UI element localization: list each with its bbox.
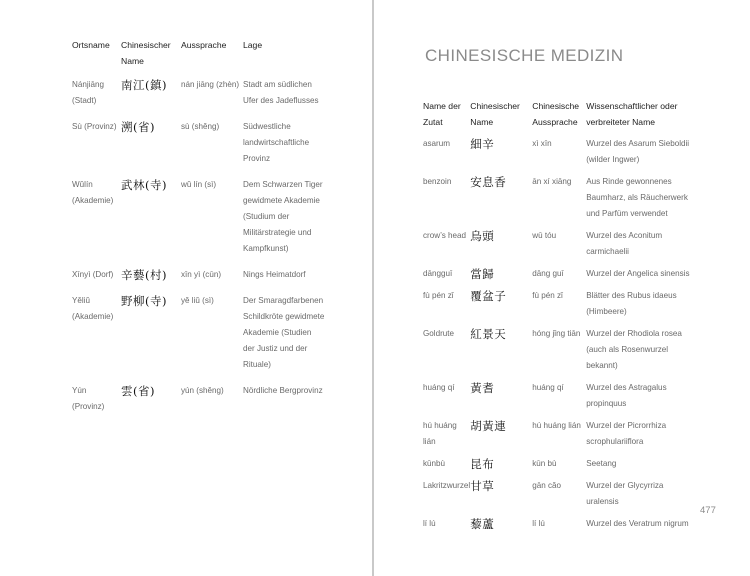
medicine-table (423, 98, 696, 538)
ingredient-name: lí lú (423, 519, 436, 528)
header-name-der-zutat: Name der Zutat (423, 101, 461, 127)
chinese-name: 當歸 (470, 267, 495, 281)
chinese-name: 辛藝(村) (121, 268, 167, 282)
header-lage: Lage (243, 40, 263, 50)
table-row (423, 516, 696, 538)
table-header-row (423, 98, 696, 136)
scientific-name: Seetang (586, 459, 617, 468)
header-aussprache: Aussprache (181, 40, 227, 50)
pronunciation: hóng jǐng tiān (532, 329, 581, 338)
section-title: CHINESISCHE MEDIZIN (425, 46, 624, 65)
location: Südwestliche landwirtschaftliche Provinz (243, 122, 310, 163)
ingredient-name: huáng qí (423, 383, 455, 392)
table-row (423, 456, 696, 478)
table-row (423, 418, 696, 456)
chinese-name: 武林(寺) (121, 178, 167, 192)
table-row (72, 177, 325, 267)
table-row (72, 267, 325, 293)
place-name: Sù (Provinz) (72, 122, 117, 131)
scientific-name: Wurzel der Rhodiola rosea (auch als Rosenwurzel bekannt) (586, 329, 682, 370)
ingredient-name: dāngguī (423, 269, 453, 278)
header-chinesischer-name: Chinesischer Name (470, 101, 520, 127)
chinese-name: 覆盆子 (470, 289, 507, 303)
scientific-name: Wurzel der Angelica sinensis (586, 269, 690, 278)
scientific-name: Wurzel des Veratrum nigrum (586, 519, 689, 528)
ingredient-name: asarum (423, 139, 450, 148)
scientific-name: Aus Rinde gewonnenes Baumharz, als Räucherwerk und Parfüm verwendet (586, 177, 688, 218)
table-row (423, 288, 696, 326)
chinese-name: 胡黃連 (470, 419, 507, 433)
scientific-name: Wurzel der Glycyrriza uralensis (586, 481, 664, 506)
pronunciation: fù pén zǐ (532, 291, 563, 300)
scientific-name: Blätter des Rubus idaeus (Himbeere) (586, 291, 677, 316)
chinese-name: 安息香 (470, 175, 507, 189)
pronunciation: gān cǎo (532, 481, 562, 490)
right-page (374, 0, 750, 576)
table-row (423, 380, 696, 418)
pronunciation: hú huáng lián (532, 421, 581, 430)
table-row (423, 266, 696, 288)
place-name: Yún (Provinz) (72, 386, 105, 411)
chinese-name: 野柳(寺) (121, 294, 167, 308)
pronunciation: lí lú (532, 519, 545, 528)
pronunciation: sù (shěng) (181, 122, 220, 131)
ingredient-name: hú huáng lián (423, 421, 457, 446)
page-number: 477 (700, 505, 716, 516)
table-row (423, 136, 696, 174)
scientific-name: Wurzel des Asarum Sieboldii (wilder Ingwer) (586, 139, 690, 164)
chinese-name: 黃耆 (470, 381, 495, 395)
place-name: Xīnyì (Dorf) (72, 270, 114, 279)
chinese-name: 雲(省) (121, 384, 155, 398)
chinese-name: 溯(省) (121, 120, 155, 134)
location: Stadt am südlichen Ufer des Jadeflusses (243, 80, 319, 105)
ingredient-name: fù pén zǐ (423, 291, 454, 300)
table-row (72, 119, 325, 177)
location: Dem Schwarzen Tiger gewidmete Akademie (Studium der Militärstrategie und Kampfkunst) (243, 180, 323, 253)
table-row (423, 228, 696, 266)
table-row (72, 293, 325, 383)
table-row (423, 174, 696, 228)
header-wissenschaftlicher-name: Wissenschaftlicher oder verbreiteter Name (586, 101, 678, 127)
scientific-name: Wurzel der Picrorrhiza scrophulariiflora (586, 421, 667, 446)
place-name: Wǔlín (Akademie) (72, 180, 114, 205)
table-header-row (72, 37, 325, 77)
scientific-name: Wurzel des Astragalus propinquus (586, 383, 667, 408)
pronunciation: wū tóu (532, 231, 557, 240)
ingredient-name: Goldrute (423, 329, 455, 338)
ingredient-name: kūnbù (423, 459, 446, 468)
chinese-name: 紅景天 (470, 327, 507, 341)
pronunciation: yún (shěng) (181, 386, 224, 395)
location: Nings Heimatdorf (243, 270, 306, 279)
chinese-name: 南江(鎮) (121, 78, 167, 92)
pronunciation: xì xīn (532, 139, 552, 148)
chinese-name: 烏頭 (470, 229, 495, 243)
table-row (72, 77, 325, 119)
ingredient-name: Lakritzwurzel (423, 481, 471, 490)
pronunciation: dāng guī (532, 269, 564, 278)
location: Der Smaragdfarbenen Schildkröte gewidmete Akademie (Studien der Justiz und der Rituale) (243, 296, 325, 369)
pronunciation: yě liǔ (sì) (181, 296, 214, 305)
table-row (423, 326, 696, 380)
left-page (0, 0, 372, 576)
chinese-name: 昆布 (470, 457, 495, 471)
chinese-name: 藜蘆 (470, 517, 495, 531)
header-ortsname: Ortsname (72, 40, 110, 50)
header-chinesische-aussprache: Chinesische Aussprache (532, 101, 580, 127)
pronunciation: kūn bù (532, 459, 557, 468)
place-name: Nánjiāng (Stadt) (72, 80, 104, 105)
place-name: Yěliǔ (Akademie) (72, 296, 114, 321)
pronunciation: ān xí xiāng (532, 177, 572, 186)
place-names-table (72, 37, 325, 425)
location: Nördliche Bergprovinz (243, 386, 323, 395)
header-chinesischer-name: Chinesischer Name (121, 40, 171, 66)
ingredient-name: crow’s head (423, 231, 467, 240)
pronunciation: wǔ lín (sì) (181, 180, 217, 189)
chinese-name: 細辛 (470, 137, 495, 151)
pronunciation: huáng qí (532, 383, 564, 392)
scientific-name: Wurzel des Aconitum carmichaelii (586, 231, 663, 256)
table-row (72, 383, 325, 425)
pronunciation: xīn yì (cūn) (181, 270, 222, 279)
pronunciation: nán jiāng (zhèn) (181, 80, 240, 89)
chinese-name: 甘草 (470, 479, 495, 493)
table-row (423, 478, 696, 516)
ingredient-name: benzoin (423, 177, 452, 186)
